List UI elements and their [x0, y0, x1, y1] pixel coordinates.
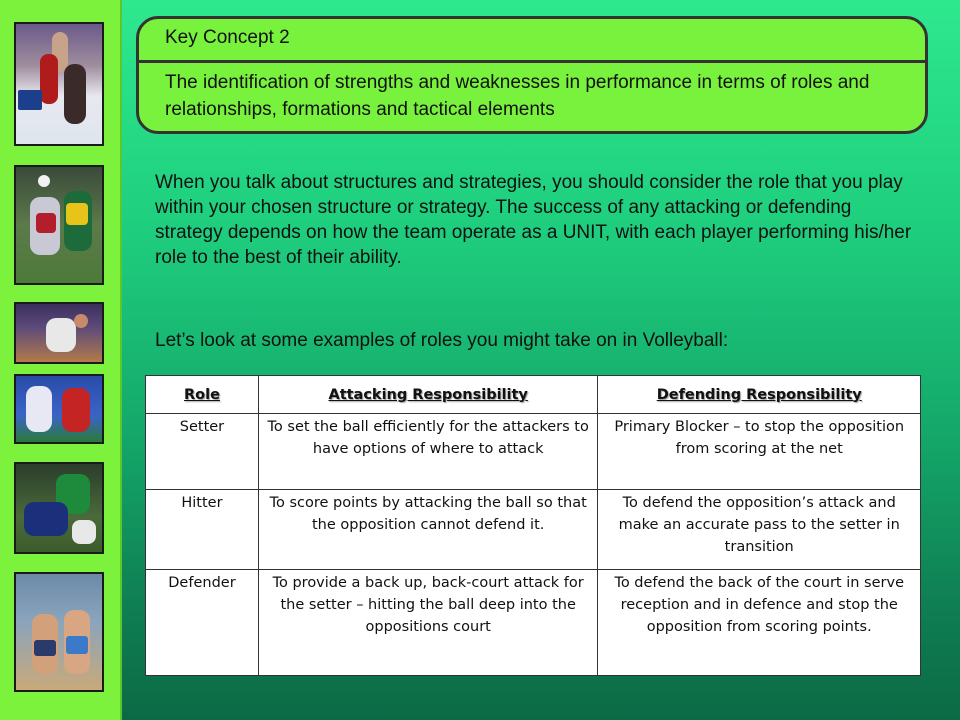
- header-attacking-responsibility: Attacking Responsibility: [258, 376, 598, 414]
- defending-cell: To defend the opposition’s attack and make an accurate pass to the setter in transition: [598, 490, 921, 570]
- attacking-cell: To score points by attacking the ball so that the opposition cannot defend it.: [258, 490, 598, 570]
- table-row: [146, 570, 921, 676]
- hockey-photo: [14, 374, 104, 444]
- table-row: [146, 414, 921, 490]
- volleyball-photo: [14, 572, 104, 692]
- table-header-row: [146, 376, 921, 414]
- key-concept-title: Key Concept 2: [165, 27, 290, 48]
- role-cell: Defender: [146, 570, 259, 676]
- defending-cell: Primary Blocker – to stop the opposition from scoring at the net: [598, 414, 921, 490]
- attacking-cell: To set the ball efficiently for the attackers to have options of where to attack: [258, 414, 598, 490]
- role-cell: Setter: [146, 414, 259, 490]
- key-concept-divider: [139, 60, 925, 63]
- role-cell: Hitter: [146, 490, 259, 570]
- key-concept-body: The identification of strengths and weaknesses in performance in terms of roles and relationships, formations and tactical elements: [165, 72, 870, 120]
- header-role: Role: [146, 376, 259, 414]
- tennis-photo: [14, 302, 104, 364]
- figure-skating-photo: [14, 22, 104, 146]
- examples-paragraph: Let’s look at some examples of roles you might take on in Volleyball:: [155, 330, 729, 351]
- key-concept-box: [136, 16, 928, 134]
- header-defending-responsibility: Defending Responsibility: [598, 376, 921, 414]
- table-row: [146, 490, 921, 570]
- attacking-cell: To provide a back up, back-court attack for the setter – hitting the ball deep into the oppositions court: [258, 570, 598, 676]
- football-photo: [14, 165, 104, 285]
- rugby-photo: [14, 462, 104, 554]
- photo-sidebar: [0, 0, 122, 720]
- roles-table: [145, 375, 921, 676]
- defending-cell: To defend the back of the court in serve reception and in defence and stop the opposition from scoring points.: [598, 570, 921, 676]
- intro-paragraph: When you talk about structures and strategies, you should consider the role that you play within your chosen structure or strategy. The success of any attacking or defending strategy depends on how the team operate as a UNIT, with each player performing his/her role to the best of their ability.: [155, 172, 912, 268]
